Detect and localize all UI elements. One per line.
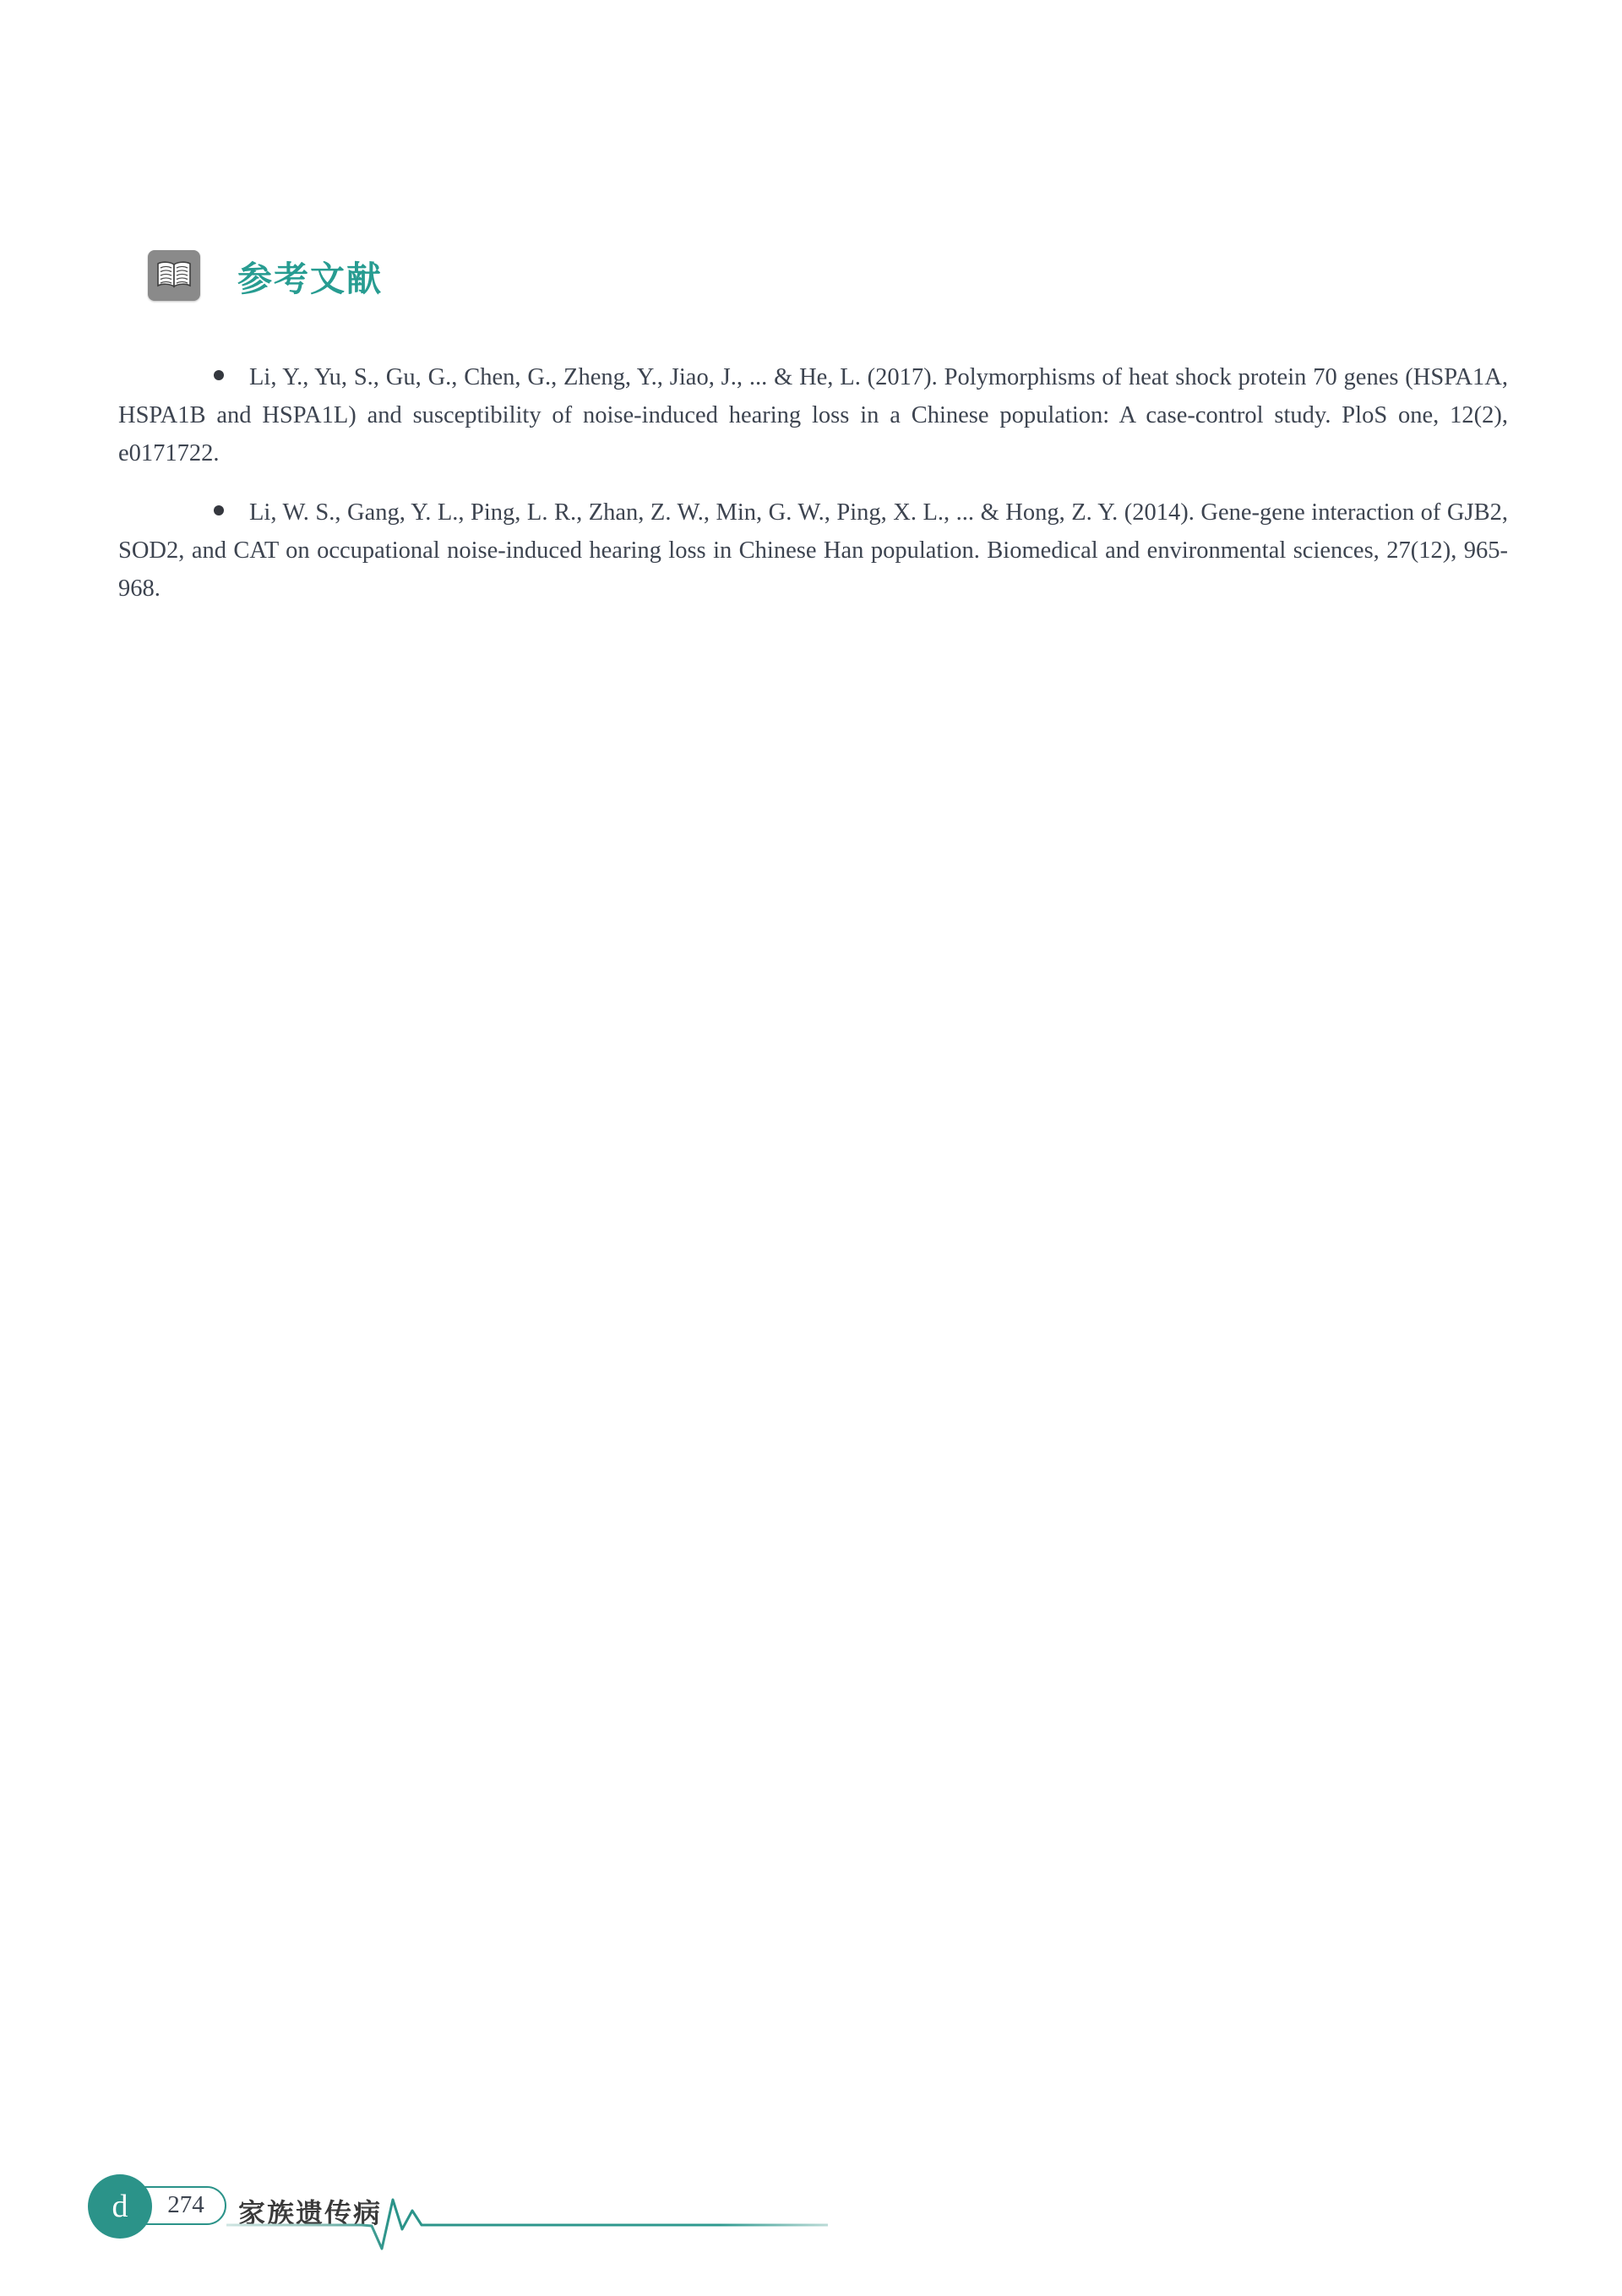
section-title: 参考文献 (237, 259, 383, 298)
reference-item (118, 358, 1508, 472)
references-list (118, 358, 1508, 629)
heartbeat-line-decoration (226, 2195, 828, 2254)
heartbeat-line-icon (226, 2195, 828, 2254)
open-book-icon (148, 250, 200, 301)
bullet-icon (214, 505, 224, 515)
edition-letter: d (112, 2189, 128, 2224)
reference-text: Li, Y., Yu, S., Gu, G., Chen, G., Zheng, Y., Jiao, J., ... & He, L. (2017). Polymorphisms of heat shock protein 70 genes (HSPA1A, HSPA1B and HSPA1L) and susceptibility of noise-induced hearing loss in a Chinese population: A case-control study. PloS one, 12(2), e0171722. (118, 364, 1508, 466)
reference-item (118, 494, 1508, 608)
page-footer (0, 2163, 1622, 2265)
page-number: 274 (167, 2191, 204, 2218)
book-title: 家族遗传病 (238, 2198, 383, 2228)
open-book-icon-glyph (155, 259, 193, 292)
bullet-icon (214, 370, 224, 380)
reference-text: Li, W. S., Gang, Y. L., Ping, L. R., Zhan, Z. W., Min, G. W., Ping, X. L., ... & Hong, Z. Y. (2014). Gene-gene interaction of GJB2, SOD2, and CAT on occupational noise-induced hearing loss in Chinese Han population. Biomedical and environmental sciences, 27(12), 965-968. (118, 499, 1508, 602)
section-header (148, 250, 383, 301)
edition-badge (88, 2174, 152, 2239)
